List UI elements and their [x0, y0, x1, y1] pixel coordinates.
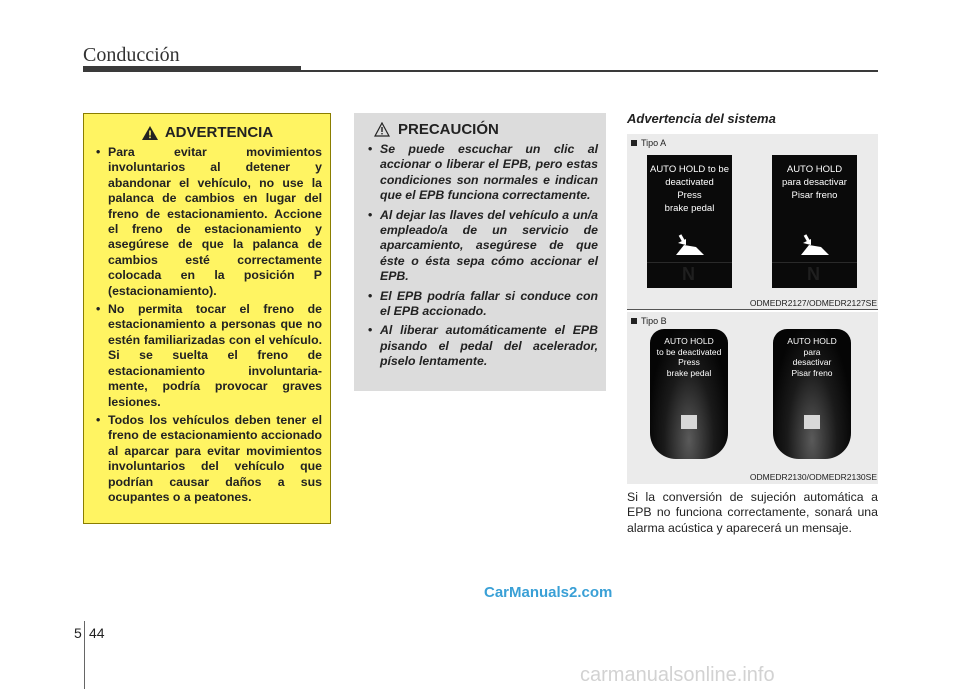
- figure-b-tag-label: Tipo B: [641, 316, 667, 326]
- caution-header: [374, 121, 598, 138]
- screen-line: AUTO HOLD: [786, 164, 843, 175]
- page-section-number: 5: [74, 625, 82, 641]
- system-warning-heading: Advertencia del sistema: [627, 111, 776, 126]
- warning-header: [92, 124, 322, 141]
- warning-triangle-icon: [141, 125, 159, 141]
- figure-a-rule: [627, 309, 878, 310]
- screen-line: para desactivar: [782, 177, 847, 188]
- screen-line: Press: [677, 190, 702, 201]
- cluster-screen-spanish: [773, 329, 851, 459]
- warning-list: [92, 145, 322, 505]
- warning-item: • No permita tocar el freno de estacionamiento a personas que no estén familiarizadas con el vehículo. Si se suelta el freno de estacionamiento involuntaria- mente, podría provocar graves lesiones.: [92, 302, 322, 410]
- figure-a-tag: [631, 138, 666, 148]
- brake-pedal-icon: [795, 233, 835, 259]
- warning-title: ADVERTENCIA: [164, 124, 274, 141]
- screen-line: para: [803, 346, 821, 357]
- page-divider: [84, 621, 85, 689]
- square-bullet-icon: [631, 318, 637, 324]
- caution-title: PRECAUCIÓN: [398, 121, 499, 138]
- warning-item: • Para evitar movimientos involuntarios al detener y abandonar el vehículo, no use la palanca de cambios en lugar del freno de estacionamiento. Accione el freno de estacionamiento y asegúrese de que la palanca de cambios esté correctamente colocada en la posición P (estacionamiento).: [92, 145, 322, 299]
- warning-box: [83, 113, 331, 524]
- caution-box: [354, 113, 606, 391]
- figure-b-code: ODMEDR2130/ODMEDR2130SE: [749, 472, 877, 482]
- caution-item: • Al liberar automáticamente el EPB pisando el pedal del acelerador, píselo lentamente.: [364, 323, 598, 369]
- cluster-screen-english: [650, 329, 728, 459]
- figure-type-a: [627, 134, 878, 310]
- caution-item: • Se puede escuchar un clic al accionar o liberar el EPB, pero estas condiciones son normales e indican que el EPB funciona correctamente.: [364, 142, 598, 204]
- footer-watermark: carmanualsonline.info: [580, 664, 775, 686]
- screen-line: brake pedal: [664, 203, 715, 214]
- brake-pedal-icon: [804, 415, 820, 429]
- screen-line: AUTO HOLD: [787, 336, 837, 346]
- brake-pedal-icon: [670, 233, 710, 259]
- screen-line: Pisar freno: [791, 367, 833, 378]
- caution-item: • Al dejar las llaves del vehículo a un/a empleado/a de un servicio de aparcamiento, asegúrese de que éste o ésta sepa cómo accionar el EPB.: [364, 208, 598, 285]
- figure-type-b: [627, 312, 878, 484]
- figure-a-code: ODMEDR2127/ODMEDR2127SE: [749, 298, 877, 308]
- brake-pedal-icon: [681, 415, 697, 429]
- figure-b-tag: [631, 316, 667, 326]
- screen-line: desactivar: [792, 357, 832, 367]
- caution-triangle-icon: [374, 122, 390, 137]
- page-number: 44: [89, 625, 105, 641]
- cluster-screen-english: [647, 155, 732, 288]
- screen-line: AUTO HOLD: [664, 336, 714, 346]
- watermark-link[interactable]: CarManuals2.com: [484, 584, 613, 601]
- screen-line: AUTO HOLD to be: [649, 164, 730, 175]
- screen-line: deactivated: [665, 177, 714, 188]
- header-rule-thick: [83, 66, 301, 72]
- screen-line: brake pedal: [666, 367, 712, 378]
- screen-line: Press: [678, 357, 700, 367]
- caution-item: • El EPB podría fallar si conduce con el EPB accionado.: [364, 289, 598, 320]
- warning-item: • Todos los vehículos deben tener el freno de estacionamiento accionado al aparcar para evitar movimientos involuntarios del vehículo que podrían causar daños a sus ocupantes o a peatones.: [92, 413, 322, 505]
- gear-indicator: N: [772, 262, 857, 285]
- header-rule-thin: [301, 70, 878, 72]
- caution-list: [364, 142, 598, 370]
- square-bullet-icon: [631, 140, 637, 146]
- figure-a-tag-label: Tipo A: [641, 138, 667, 148]
- gear-indicator: N: [647, 262, 732, 285]
- system-warning-body: Si la conversión de sujeción automática a EPB no funciona correctamente, sonará una alarma acústica y aparecerá un mensaje.: [627, 490, 878, 535]
- section-title: Conducción: [83, 44, 180, 66]
- screen-line: to be deactivated: [656, 346, 722, 357]
- cluster-screen-spanish: [772, 155, 857, 288]
- screen-line: Pisar freno: [791, 190, 838, 201]
